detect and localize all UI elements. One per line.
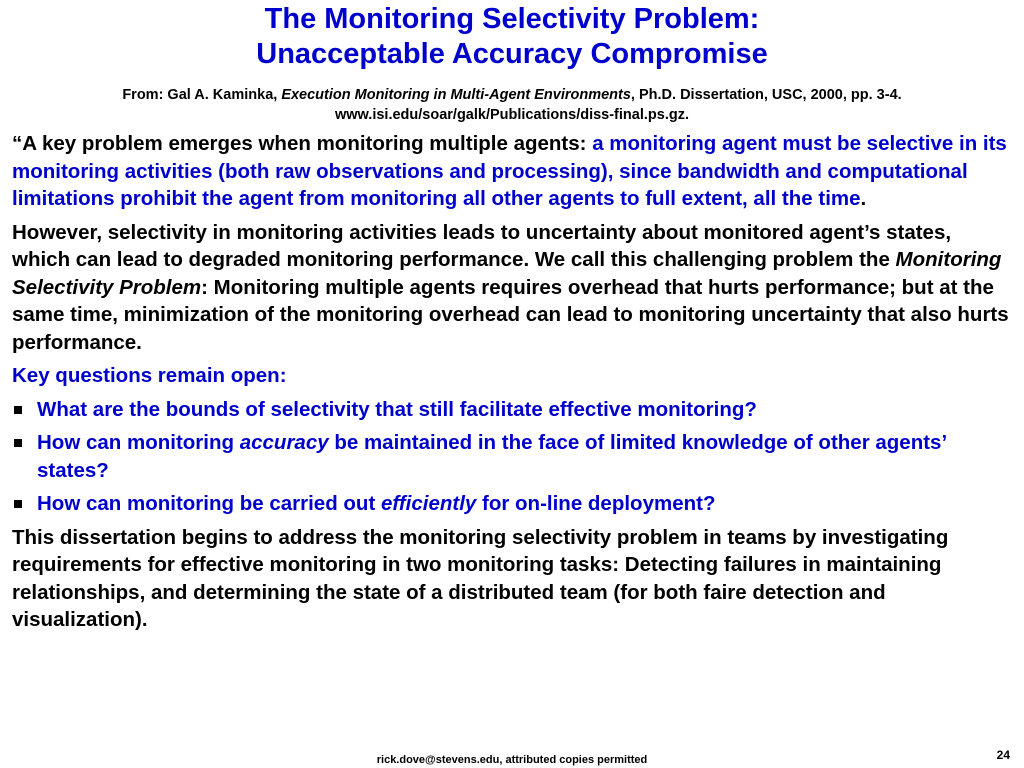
- question-item: [12, 490, 1012, 518]
- key-questions-heading: Key questions remain open:: [12, 364, 287, 387]
- question-item: [12, 396, 1012, 424]
- source-citation: [0, 85, 1024, 125]
- source-prefix: From: Gal A. Kaminka,: [122, 87, 282, 103]
- question-text: What are the bounds of selectivity that still facilitate effective monitoring?: [37, 397, 757, 421]
- question-item: [12, 429, 1012, 484]
- question-text: How can monitoring be carried out efficiently for on-line deployment?: [37, 492, 716, 515]
- question-list: [12, 396, 1012, 518]
- square-bullet-icon: [14, 500, 22, 508]
- page-number: 24: [996, 748, 1010, 762]
- quote-end: .: [860, 187, 867, 210]
- source-work-title: Execution Monitoring in Multi-Agent Environments: [281, 87, 631, 103]
- quote-highlight: a monitoring agent must be selective in its monitoring activities (both raw observations and processing), since bandwidth and computational limitations prohibit the agent from monitoring all other agents to full extent, all the time: [12, 132, 1007, 210]
- closing-paragraph: This dissertation begins to address the monitoring selectivity problem in teams by investigating requirements for effective monitoring in two monitoring tasks: Detecting failures in maintaining relationships, and determining the state of a distributed team (for both faire detection and visualization).: [12, 525, 949, 631]
- however-part-1: However, selectivity in monitoring activities leads to uncertainty about monitored agent’s states, which can lead to degraded monitoring performance. We call this challenging problem the: [12, 220, 952, 271]
- slide-title: [0, 2, 1024, 72]
- footer-credit: rick.dove@stevens.edu, attributed copies permitted: [376, 754, 648, 766]
- title-line-1: The Monitoring Selectivity Problem:: [264, 3, 760, 35]
- quote-intro: “A key problem emerges when monitoring multiple agents:: [12, 132, 593, 155]
- problem-term: Monitoring Selectivity Problem: [12, 248, 1002, 299]
- however-paragraph: [12, 219, 1012, 357]
- slide-body: [12, 130, 1012, 640]
- however-part-2: : Monitoring multiple agents requires overhead that hurts performance; but at the same time, minimization of the monitoring overhead can lead to monitoring uncertainty that also hurts performance.: [12, 275, 1009, 354]
- quote-paragraph: [12, 130, 1012, 213]
- square-bullet-icon: [14, 439, 22, 447]
- source-details: , Ph.D. Dissertation, USC, 2000, pp. 3-4.: [630, 87, 902, 103]
- square-bullet-icon: [14, 406, 22, 414]
- source-url: www.isi.edu/soar/galk/Publications/diss-final.ps.gz.: [335, 107, 689, 123]
- title-line-2: Unacceptable Accuracy Compromise: [256, 38, 768, 70]
- question-text: How can monitoring accuracy be maintained in the face of limited knowledge of other agents’ states?: [37, 431, 947, 482]
